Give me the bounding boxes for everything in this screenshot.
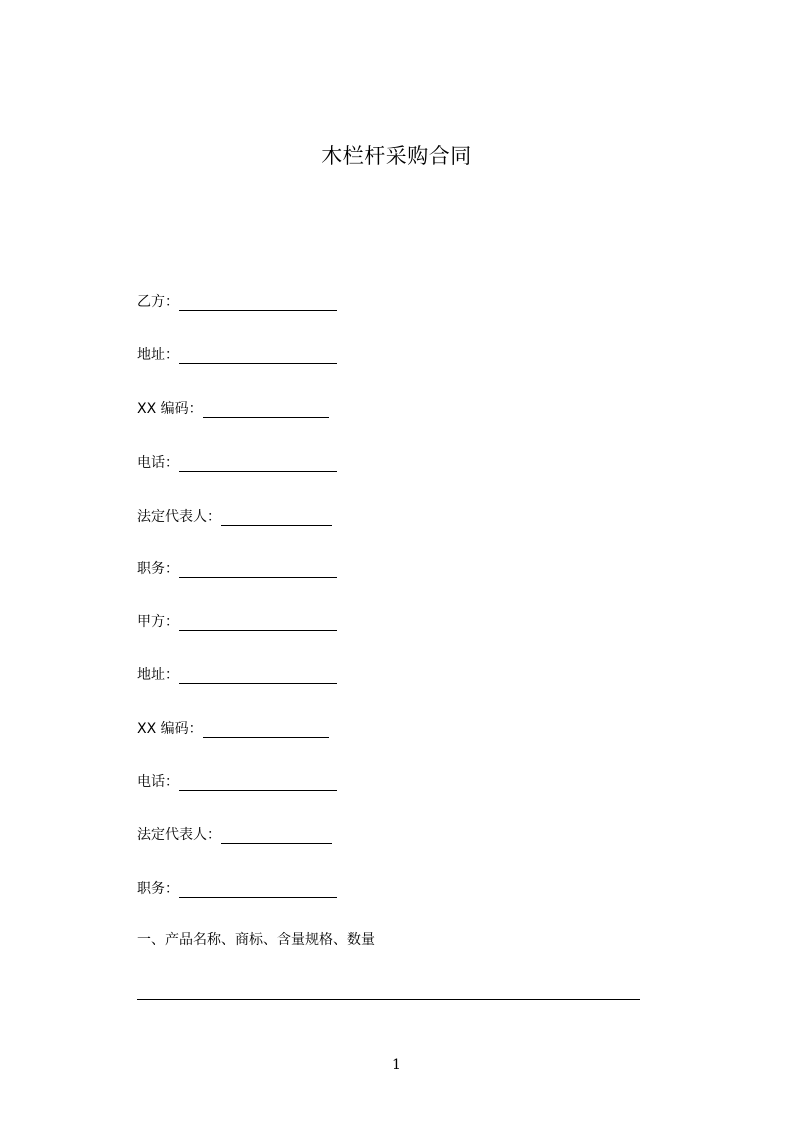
document-title: 木栏杆采购合同 bbox=[321, 144, 472, 168]
field-label: 地址： bbox=[137, 667, 179, 683]
party-b-address-field bbox=[137, 343, 337, 365]
field-label: 职务： bbox=[137, 561, 179, 577]
party-b-legal-rep-field bbox=[137, 505, 332, 527]
party-a-address-field bbox=[137, 663, 337, 685]
party-b-postcode-field bbox=[137, 397, 329, 419]
party-a-field bbox=[137, 610, 337, 632]
blank-line bbox=[203, 401, 329, 418]
blank-line bbox=[179, 294, 337, 311]
party-b-field bbox=[137, 290, 337, 312]
field-label: 甲方： bbox=[137, 614, 179, 630]
field-label: 职务： bbox=[137, 881, 179, 897]
page-number: 1 bbox=[392, 1057, 401, 1073]
field-label: 电话： bbox=[137, 455, 179, 471]
field-label: 法定代表人： bbox=[137, 509, 221, 525]
field-label: 电话： bbox=[137, 774, 179, 790]
party-b-position-field bbox=[137, 557, 337, 579]
field-label: 乙方： bbox=[137, 294, 179, 310]
party-a-phone-field bbox=[137, 770, 337, 792]
field-label: 法定代表人： bbox=[137, 827, 221, 843]
party-b-phone-field bbox=[137, 451, 337, 473]
blank-line bbox=[221, 827, 332, 844]
blank-line bbox=[179, 667, 337, 684]
field-label: XX 编码： bbox=[137, 401, 203, 417]
blank-line bbox=[179, 614, 337, 631]
blank-line bbox=[179, 347, 337, 364]
blank-line bbox=[179, 455, 337, 472]
blank-line bbox=[179, 561, 337, 578]
field-label: 地址： bbox=[137, 347, 179, 363]
party-a-position-field bbox=[137, 877, 337, 899]
field-label: XX 编码： bbox=[137, 721, 203, 737]
full-width-blank-line bbox=[137, 999, 640, 1000]
blank-line bbox=[203, 721, 329, 738]
blank-line bbox=[221, 509, 332, 526]
blank-line bbox=[179, 774, 337, 791]
section-heading: 一、产品名称、商标、含量规格、数量 bbox=[137, 932, 375, 948]
party-a-postcode-field bbox=[137, 717, 329, 739]
party-a-legal-rep-field bbox=[137, 823, 332, 845]
blank-line bbox=[179, 881, 337, 898]
